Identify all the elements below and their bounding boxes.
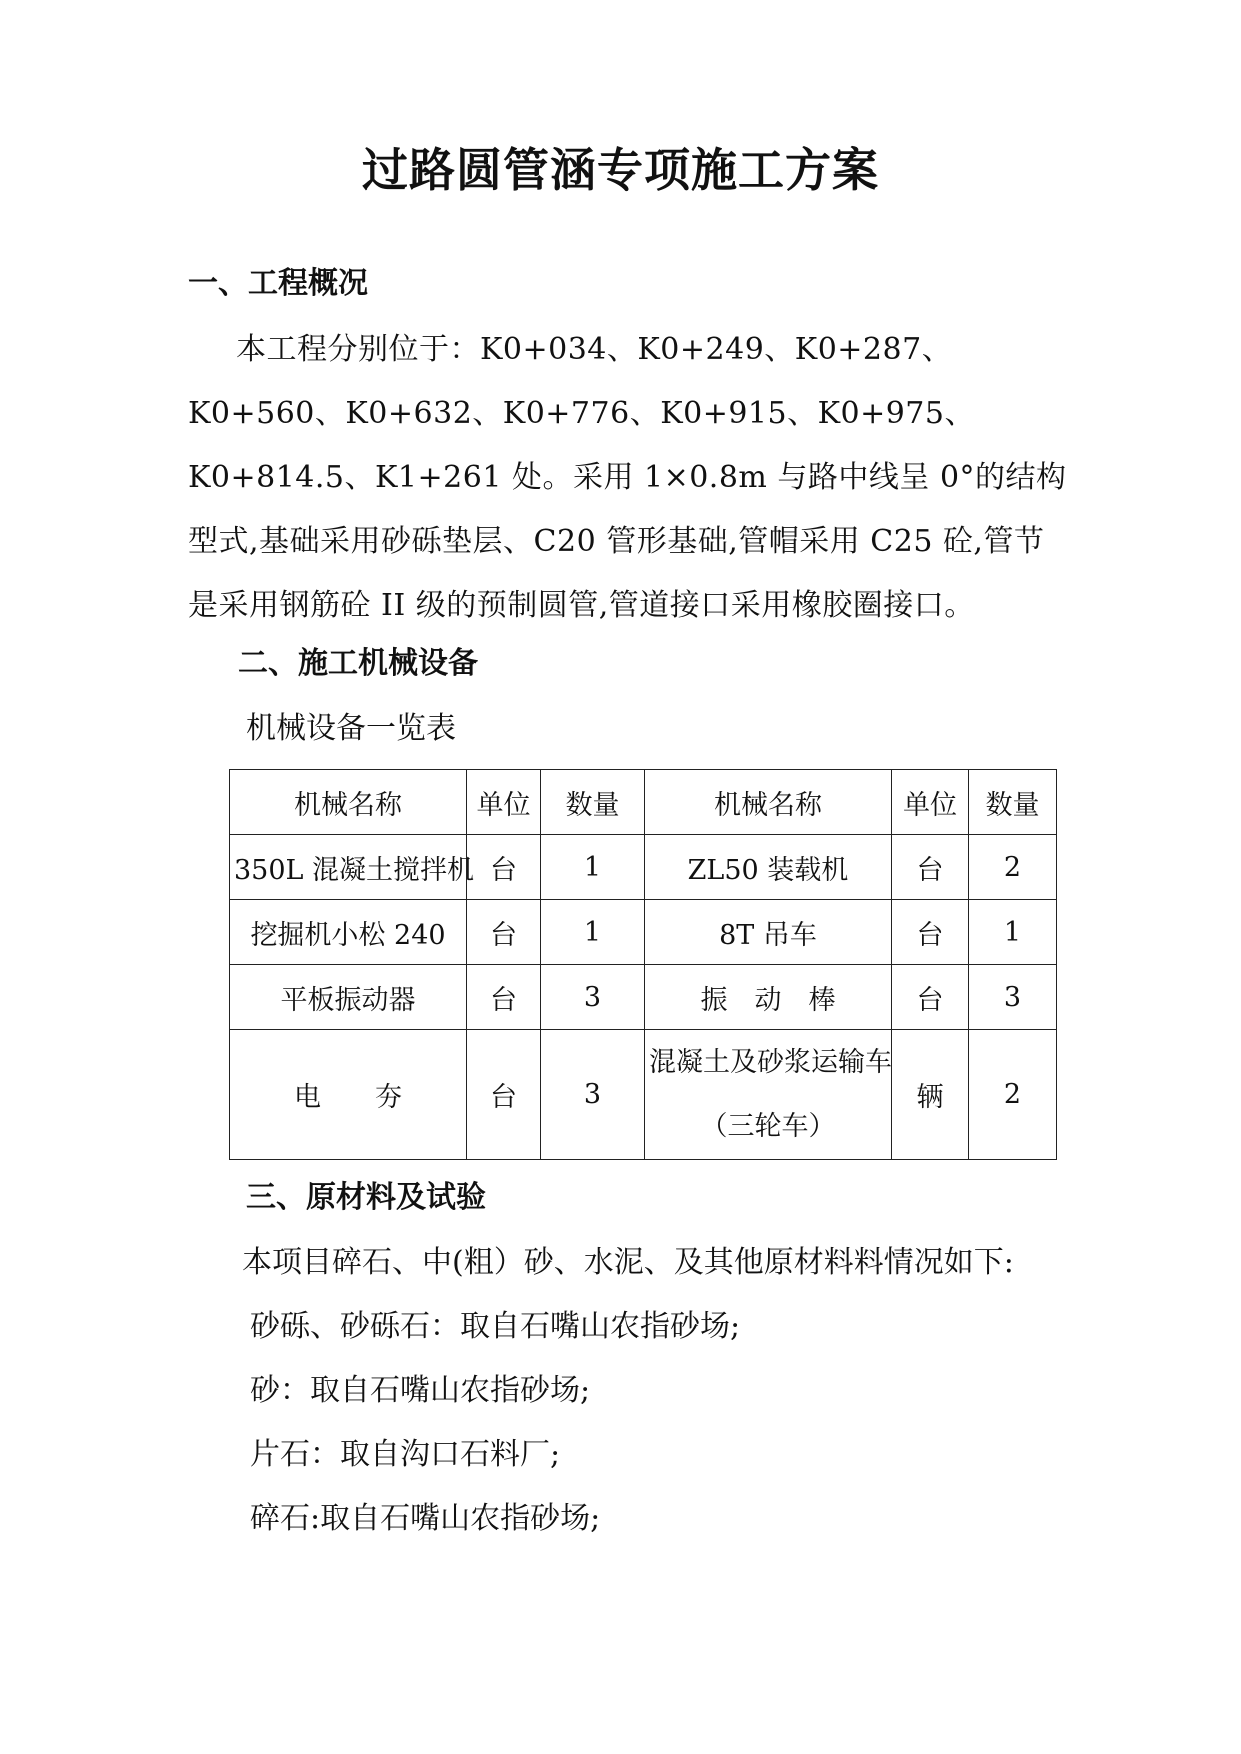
table-row [230, 900, 1057, 965]
table-cell: 台 [892, 965, 969, 1030]
table-cell: 3 [969, 965, 1057, 1030]
table-header-row [230, 770, 1057, 835]
table-row [230, 835, 1057, 900]
table-cell: 3 [541, 965, 645, 1030]
table-cell: ZL50 装载机 [645, 835, 892, 900]
header-cell: 机械名称 [645, 770, 892, 835]
header-cell: 数量 [969, 770, 1057, 835]
header-cell: 数量 [541, 770, 645, 835]
table-cell: 电 夯 [230, 1030, 467, 1160]
material-line: 本项目碎石、中(粗）砂、水泥、及其他原材料料情况如下: [242, 1245, 1014, 1280]
table-cell: 台 [467, 835, 541, 900]
table-cell: 台 [892, 835, 969, 900]
table-row [230, 965, 1057, 1030]
material-line: 砂砾、砂砾石：取自石嘴山农指砂场; [250, 1309, 741, 1344]
section-2-heading: 二、施工机械设备 [238, 646, 478, 681]
section-1-paragraph-text: 本工程分别位于：K0+034、K0+249、K0+287、K0+560、K0+632、K0+776、K0+915、K0+975、K0+814.5、K1+261 处。采用 1×0.8m 与路中线呈 0°的结构型式,基础采用砂砾垫层、C20 管形基础,管帽采用 C25 砼,管节是采用钢筋砼 II 级的预制圆管,管道接口采用橡胶圈接口。 [188, 332, 1067, 623]
table-cell: 台 [467, 900, 541, 965]
table-cell: 350L 混凝土搅拌机 [230, 835, 467, 900]
table-cell: 8T 吊车 [645, 900, 892, 965]
table-cell: 振 动 棒 [645, 965, 892, 1030]
material-line: 碎石:取自石嘴山农指砂场; [250, 1501, 601, 1536]
section-3-heading: 三、原材料及试验 [246, 1180, 486, 1215]
cell-line: 混凝土及砂浆运输车 [649, 1046, 892, 1078]
table-cell: 1 [541, 835, 645, 900]
table-cell: 台 [467, 965, 541, 1030]
material-line: 砂：取自石嘴山农指砂场; [250, 1373, 591, 1408]
header-cell: 单位 [467, 770, 541, 835]
equipment-table [229, 769, 1057, 1160]
table-cell: 平板振动器 [230, 965, 467, 1030]
table-cell: 台 [467, 1030, 541, 1160]
table-cell: 辆 [892, 1030, 969, 1160]
table-cell: 1 [541, 900, 645, 965]
material-line: 片石：取自沟口石料厂; [250, 1437, 561, 1472]
table-cell-multiline [645, 1030, 892, 1160]
table-cell: 2 [969, 835, 1057, 900]
table-cell: 1 [969, 900, 1057, 965]
table-cell: 3 [541, 1030, 645, 1160]
document-title: 过路圆管涵专项施工方案 [362, 143, 879, 197]
table-cell: 2 [969, 1030, 1057, 1160]
section-1-paragraph [188, 318, 1068, 638]
table-cell: 挖掘机小松 240 [230, 900, 467, 965]
table-caption: 机械设备一览表 [246, 711, 456, 746]
table-cell: 台 [892, 900, 969, 965]
header-cell: 机械名称 [230, 770, 467, 835]
table-row [230, 1030, 1057, 1160]
header-cell: 单位 [892, 770, 969, 835]
cell-line: （三轮车） [700, 1110, 836, 1142]
section-1-heading: 一、工程概况 [188, 266, 368, 301]
